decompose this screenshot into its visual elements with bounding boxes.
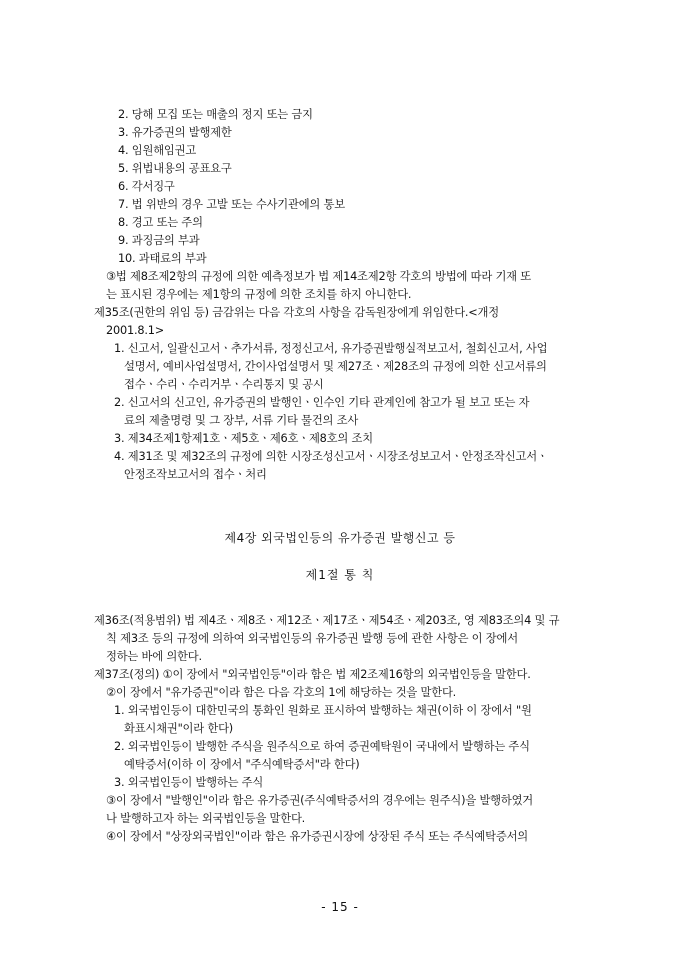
list-item: 7. 법 위반의 경우 고발 또는 수사기관에의 통보: [118, 198, 345, 211]
list-item: 1. 신고서, 일괄신고서ㆍ추가서류, 정정신고서, 유가증권발행실적보고서, 철회신고서, 사업: [114, 342, 548, 355]
list-item: 6. 각서징구: [118, 180, 175, 193]
paragraph-line: 나 발행하고자 하는 외국법인등을 말한다.: [106, 812, 306, 825]
list-item: 9. 과징금의 부과: [118, 234, 200, 247]
paragraph-line: ③이 장에서 "발행인"이라 함은 유가증권(주식예탁증서의 경우에는 원주식)을 발행하였거: [106, 794, 534, 807]
list-item: 5. 위법내용의 공표요구: [118, 162, 232, 175]
page-number: - 15 -: [321, 900, 359, 914]
list-item: 1. 외국법인등이 대한민국의 통화인 원화로 표시하여 발행하는 채권(이하 이 장에서 "원: [114, 704, 532, 717]
list-item-continuation: 화표시채권"이라 한다): [124, 722, 234, 735]
list-item: 4. 제31조 및 제32조의 규정에 의한 시장조성신고서ㆍ시장조성보고서ㆍ안정조작신고서ㆍ: [114, 450, 548, 463]
chapter-title: 제4장 외국법인등의 유가증권 발행신고 등: [224, 531, 456, 545]
paragraph-line: 칙 제3조 등의 규정에 의하여 외국법인등의 유가증권 발행 등에 관한 사항은 이 장에서: [106, 632, 518, 645]
paragraph-line: 는 표시된 경우에는 제1항의 규정에 의한 조치를 하지 아니한다.: [106, 288, 412, 301]
list-item: 2. 신고서의 신고인, 유가증권의 발행인ㆍ인수인 기타 관계인에 참고가 될 보고 또는 자: [114, 396, 530, 409]
article-heading-35: 제35조(권한의 위임 등) 금감위는 다음 각호의 사항을 감독원장에게 위임한다.<개정: [94, 306, 499, 319]
list-item-continuation: 예탁증서(이하 이 장에서 "주식예탁증서"라 한다): [124, 758, 360, 771]
paragraph-line: 정하는 바에 의한다.: [106, 650, 202, 663]
list-item: 3. 제34조제1항제1호ㆍ제5호ㆍ제6호ㆍ제8호의 조치: [114, 432, 373, 445]
section-title: 제1절 통 칙: [305, 568, 375, 582]
list-item-continuation: 료의 제출명령 및 그 장부, 서류 기타 물건의 조사: [124, 414, 359, 427]
list-item: 3. 유가증권의 발행제한: [118, 126, 232, 139]
list-item: 8. 경고 또는 주의: [118, 216, 203, 229]
list-item: 3. 외국법인등이 발행하는 주식: [114, 776, 264, 789]
list-item-continuation: 설명서, 예비사업설명서, 간이사업설명서 및 제27조ㆍ제28조의 규정에 의한 신고서류의: [124, 360, 547, 373]
paragraph-line: ④이 장에서 "상장외국법인"이라 함은 유가증권시장에 상장된 주식 또는 주식예탁증서의: [106, 830, 528, 843]
paragraph-line: ③법 제8조제2항의 규정에 의한 예측정보가 법 제14조제2항 각호의 방법에 따라 기재 또: [106, 270, 531, 283]
paragraph-line: ②이 장에서 "유가증권"이라 함은 다음 각호의 1에 해당하는 것을 말한다.: [106, 686, 457, 699]
paragraph-line: 2001.8.1>: [106, 324, 164, 337]
article-heading-37: 제37조(정의) ①이 장에서 "외국법인등"이라 함은 법 제2조제16항의 외국법인등을 말한다.: [94, 668, 531, 681]
list-item: 2. 당해 모집 또는 매출의 정지 또는 금지: [118, 108, 313, 121]
list-item-continuation: 접수ㆍ수리ㆍ수리거부ㆍ수리통지 및 공시: [124, 378, 324, 391]
list-item: 10. 과태료의 부과: [118, 252, 207, 265]
article-heading-36: 제36조(적용범위) 법 제4조ㆍ제8조ㆍ제12조ㆍ제17조ㆍ제54조ㆍ제203조, 영 제83조의4 및 규: [94, 614, 560, 627]
list-item-continuation: 안정조작보고서의 접수ㆍ처리: [124, 468, 267, 481]
list-item: 4. 임원해임권고: [118, 144, 197, 157]
list-item: 2. 외국법인등이 발행한 주식을 원주식으로 하여 증권예탁원이 국내에서 발행하는 주식: [114, 740, 530, 753]
